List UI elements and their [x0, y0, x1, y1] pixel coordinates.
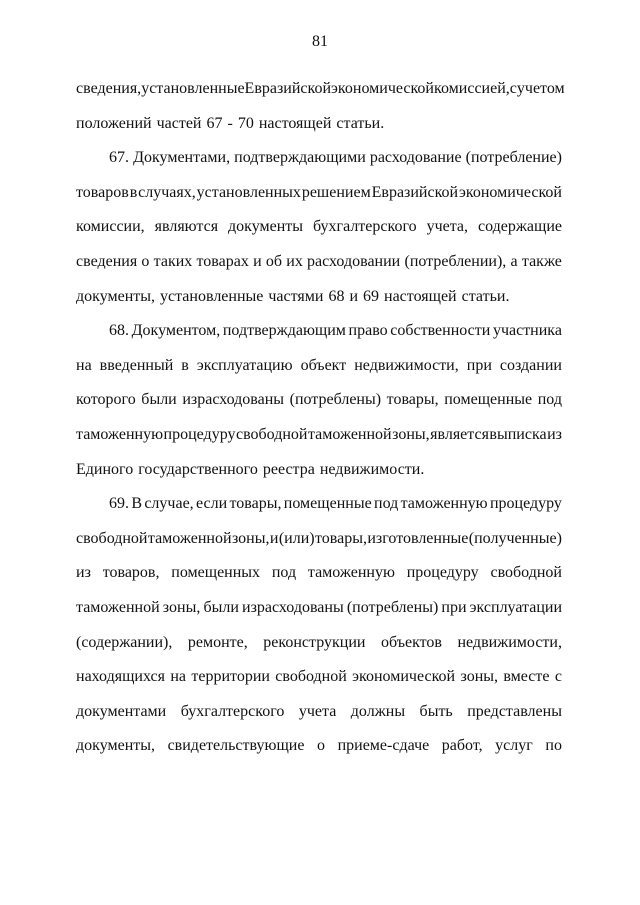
text-line: таможенную процедуру свободной таможенной зоны, является выписка из: [76, 425, 562, 443]
document-body: [76, 72, 565, 764]
text-line: Единого государственного реестра недвижимости.: [76, 460, 425, 478]
text-line: комиссии, являются документы бухгалтерского учета, содержащие: [76, 218, 562, 236]
text-line: сведения о таких товарах и об их расходовании (потреблении), а также: [76, 252, 562, 270]
text-line: на введенный в эксплуатацию объект недвижимости, при создании: [76, 356, 562, 374]
text-line: сведения, установленные Евразийской экономической комиссией, с учетом: [76, 80, 565, 97]
text-line: положений частей 67 - 70 настоящей статьи.: [76, 114, 385, 132]
text-line: товаров в случаях, установленных решением Евразийской экономической: [76, 183, 562, 201]
text-line: (содержании), ремонте, реконструкции объектов недвижимости,: [76, 633, 562, 651]
text-line: которого были израсходованы (потреблены) товары, помещенные под: [76, 391, 562, 409]
paragraph: [76, 314, 562, 487]
text-line: 67. Документами, подтверждающими расходование (потребление): [109, 149, 562, 167]
text-line: свободной таможенной зоны, и (или) товары, изготовленные (полученные): [76, 529, 562, 547]
paragraph: [76, 487, 562, 764]
page-number: 81: [312, 33, 328, 50]
paragraph: [76, 72, 565, 141]
text-line: из товаров, помещенных под таможенную процедуру свободной: [76, 564, 562, 582]
text-line: документы, свидетельствующие о приеме-сдаче работ, услуг по: [76, 737, 562, 755]
paragraph: [76, 141, 562, 314]
text-line: документы, установленные частями 68 и 69 настоящей статьи.: [76, 287, 510, 305]
text-line: находящихся на территории свободной экономической зоны, вместе с: [76, 668, 562, 686]
text-line: 69. В случае, если товары, помещенные под таможенную процедуру: [109, 495, 562, 513]
text-line: 68. Документом, подтверждающим право собственности участника: [109, 322, 562, 340]
text-line: таможенной зоны, были израсходованы (потреблены) при эксплуатации: [76, 598, 562, 616]
text-line: документами бухгалтерского учета должны быть представлены: [76, 702, 562, 720]
